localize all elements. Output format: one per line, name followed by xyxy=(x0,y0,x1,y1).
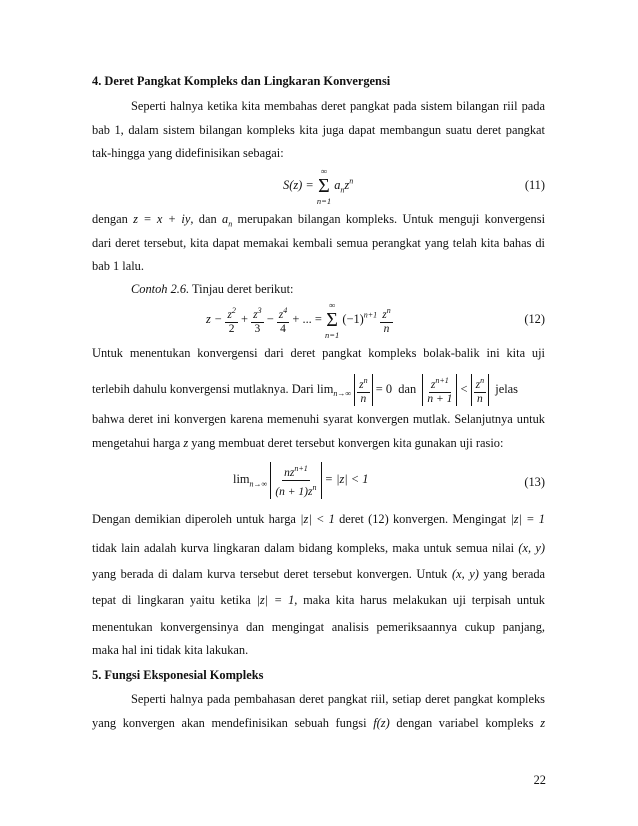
paragraph-line: maka hal ini tidak kita lakukan. xyxy=(92,643,249,657)
paragraph-line: dari deret tersebut, kita dapat memakai kembali semua perangkat yang telah kita bahas di xyxy=(92,236,545,250)
example-line: Contoh 2.6. Tinjau deret berikut: xyxy=(131,282,294,296)
paragraph-line: yang konvergen akan mendefinisikan sebuah fungsi f(z) dengan variabel kompleks z xyxy=(92,716,546,730)
paragraph-line: mengetahui harga z yang membuat deret tersebut konvergen kita gunakan uji rasio: xyxy=(92,436,504,450)
equation-number: (11) xyxy=(524,178,545,192)
equation-11: S(z) = ∞ Σ n=1 $a_nz^n$ xyxy=(283,166,354,206)
equation-number: (12) xyxy=(524,312,545,326)
equation-12: z − $\frac{z^2}{2}$ + $\frac{z^3}{3}$ − $\frac{z^4}{4}$ + ... = ∞ Σ n=1 $(-1)^{n+1}$ $\frac{z^n}{n}$ xyxy=(206,300,391,340)
paragraph-line: Dengan demikian diperoleh untuk harga |z| < 1 deret (12) konvergen. Mengingat |z| = 1 xyxy=(92,512,545,526)
equation-number: (13) xyxy=(524,475,545,489)
paragraph-line: dengan z = x + iy, dan $a_n$ merupakan bilangan kompleks. Untuk menguji konvergensi xyxy=(92,212,546,229)
eq11-lhs: S(z) = xyxy=(283,177,314,192)
summation-symbol: ∞ Σ n=1 xyxy=(324,300,340,340)
paragraph-line: bab 1, dalam sistem bilangan kompleks kita juga dapat membangun suatu deret pangkat xyxy=(92,123,545,137)
example-label: Contoh 2.6. xyxy=(131,282,190,296)
section-5-heading: 5. Fungsi Eksponesial Kompleks xyxy=(92,668,264,682)
page-number: 22 xyxy=(533,773,546,787)
paragraph-line: Untuk menentukan konvergensi dari deret pangkat kompleks bolak-balik ini kita uji xyxy=(92,346,545,360)
paragraph-line: bahwa deret ini konvergen karena memenuhi syarat konvergen mutlak. Selanjutnya untuk xyxy=(92,412,545,426)
paragraph-line: Seperti halnya pada pembahasan deret pangkat riil, setiap deret pangkat kompleks xyxy=(131,692,545,706)
paragraph-line: tepat di lingkaran yaitu ketika |z| = 1, maka kita harus melakukan uji terpisah untuk xyxy=(92,593,545,607)
paragraph-line: tak-hingga yang didefinisikan sebagai: xyxy=(92,146,284,160)
paragraph-line: menentukan konvergensinya dan mengingat analisis pemeriksaannya cukup panjang, xyxy=(92,620,545,634)
paragraph-line: bab 1 lalu. xyxy=(92,259,144,273)
section-4-heading: 4. Deret Pangkat Kompleks dan Lingkaran Konvergensi xyxy=(92,74,391,88)
summation-symbol: ∞ Σ n=1 xyxy=(316,166,332,206)
equation-13: $\lim_{n\to\infty}$ $\frac{nz^{n+1}}{(n + 1)z^n}$ = |z| < 1 xyxy=(233,464,369,498)
paragraph-line: Seperti halnya ketika kita membahas deret pangkat pada sistem bilangan riil pada xyxy=(131,99,545,113)
paragraph-line: terlebih dahulu konvergensi mutlaknya. Dari $\lim_{n\to\infty}$ $\frac{z^n}{n}$ = 0 dan $\frac{z^{n+1}}{n + 1}$ < $\frac{z^n}{n}$ jelas xyxy=(92,376,518,405)
paragraph-line: tidak lain adalah kurva lingkaran dalam bidang kompleks, maka untuk semua nilai (x, y) xyxy=(92,541,545,555)
paragraph-line: yang berada di dalam kurva tersebut deret tersebut konvergen. Untuk (x, y) yang berada xyxy=(92,567,546,581)
